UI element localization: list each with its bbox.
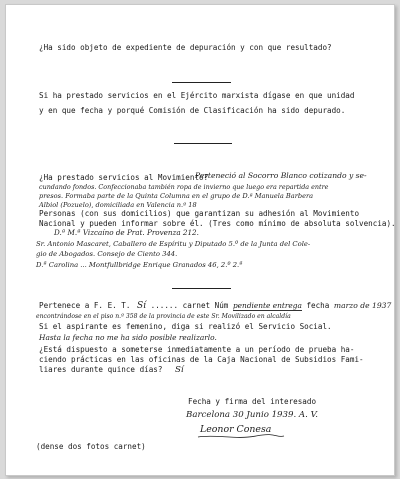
separator-rule — [172, 288, 231, 289]
question-movimiento: ¿Ha prestado servicios al Movimiento? — [39, 173, 209, 182]
answer-movimiento-line-1: Perteneció al Socorro Blanco cotizando y se- — [195, 171, 367, 180]
answer-servicio-social: Hasta la fecha no me ha sido posible realizarlo. — [39, 333, 217, 342]
fet-label: Pertenece a F. E. T. — [39, 301, 131, 310]
answer-personas-line-1: Sr. Antonio Mascaret, Caballero de Espíritu y Diputado 5.º de la Junta del Cole- — [36, 240, 311, 248]
answer-personas-line-2: gio de Abogados. Consejo de Ciento 344. — [36, 250, 178, 258]
answer-movimiento-line-3: presos. Formaba parte de la Quinta Columna en el grupo de D.ª Manuela Barbera — [39, 192, 314, 200]
question-ejercito-line-1: Si ha prestado servicios en el Ejército marxista dígase en que unidad — [39, 91, 355, 100]
separator-rule — [172, 82, 231, 83]
question-personas-line-1: Personas (con sus domicilios) que garantizan su adhesión al Movimiento — [39, 209, 360, 218]
question-prueba-line-3 — [39, 365, 184, 375]
carnet-answer: pendiente entrega — [232, 301, 302, 310]
answer-fet-line: encontrándose en el piso n.º 358 de la provincia de este Sr. Movilizado en alcaldía — [36, 313, 291, 320]
question-fet — [39, 301, 391, 311]
question-prueba-line-1: ¿Está dispuesto a someterse inmediatamente a un período de prueba ha- — [39, 345, 355, 354]
question-ejercito-line-2: y en que fecha y porqué Comisión de Clasificación ha sido depurado. — [39, 106, 346, 115]
fet-dots: ...... — [150, 301, 179, 310]
fecha-answer: marzo de 1937 — [333, 301, 392, 310]
prueba-answer: Sí — [175, 365, 184, 375]
firma-signature: Leonor Conesa — [200, 424, 272, 435]
fecha-label: fecha — [306, 301, 330, 310]
question-personas-line-2: Nacional y pueden informar sobre él. (Tres como mínimo de absoluta solvencia). — [39, 219, 396, 228]
document-page — [5, 4, 395, 476]
carnet-label: carnet Núm — [182, 301, 229, 310]
question-prueba-line-2: ciendo prácticas en las oficinas de la Caja Nacional de Subsidios Fami- — [39, 355, 364, 364]
firma-label: Fecha y firma del interesado — [188, 397, 317, 406]
fotos-note: (dense dos fotos carnet) — [36, 442, 146, 451]
signature-flourish — [196, 434, 286, 440]
prueba-label: liares durante quince días? — [39, 365, 163, 374]
fecha-firma: Barcelona 30 Junio 1939. A. V. — [186, 410, 319, 420]
fet-answer: Sí — [137, 301, 147, 311]
question-expediente: ¿Ha sido objeto de expediente de depuración y con que resultado? — [39, 43, 332, 52]
answer-personas-line-3: D.ª Carolina ... Montfullbridge Enrique Granados 46, 2.º 2.ª — [36, 261, 243, 269]
answer-personas-inline: D.ª M.ª Vizcaíno de Prat. Provenza 212. — [54, 228, 199, 237]
answer-movimiento-line-4: Albiol (Pozuelo), domiciliada en Valencia n.º 18 — [39, 201, 197, 209]
answer-movimiento-line-2: cundando fondos. Confeccionaba también ropa de invierno que luego era repartida entre — [39, 183, 329, 191]
question-servicio-social: Si el aspirante es femenino, diga si realizó el Servicio Social. — [39, 322, 332, 331]
separator-rule — [174, 143, 232, 144]
